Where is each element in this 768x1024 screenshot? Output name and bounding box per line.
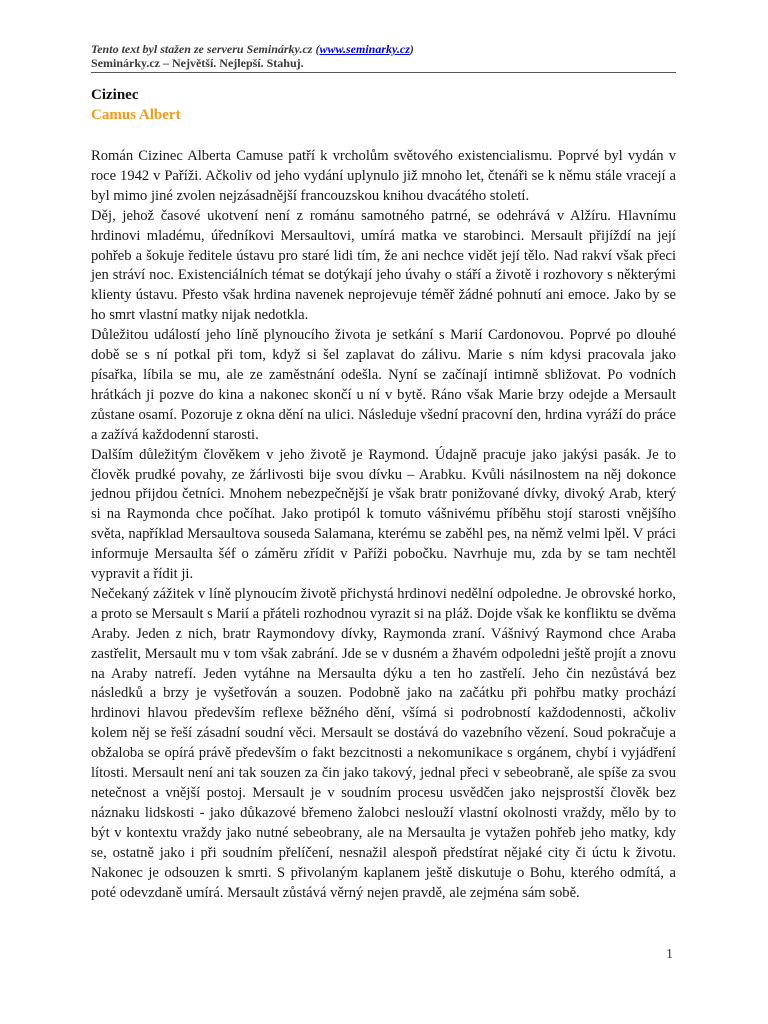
site-slogan: Seminárky.cz – Největší. Nejlepší. Stahuj. [91,56,304,70]
page-header [91,42,676,70]
document-author: Camus Albert [91,107,181,123]
document-body [91,147,676,903]
paragraph: Děj, jehož časové ukotvení není z románu samotného patrné, se odehrává v Alžíru. Hlavnímu hrdinovi mladému, úředníkovi Mersaultovi, umírá matka ve starobinci. Mersault přijíždí na její pohřeb a šokuje ředitele ústavu pro staré lidi tím, že ani nechce vidět její tělo. Nad rakví však přeci jen stráví noc. Existenciálních témat se dotýkají jeho úvahy o stáří a životě i rozhovory s některými klienty ústavu. Přesto však hrdina navenek neprojevuje téměř žádné pohnutí ani emoce. Jako by se ho smrt vlastní matky nijak nedotkla. [91,207,676,324]
seminarky-link[interactable]: www.seminarky.cz [319,42,410,56]
header-divider [91,72,676,73]
page-number: 1 [666,947,673,962]
paragraph: Nečekaný zážitek v líně plynoucím životě přichystá hrdinovi nedělní odpoledne. Je obrovské horko, a proto se Mersault s Marií a přáteli rozhodnou vyrazit si na pláž. Dojde však ke konfliktu se dvěma Araby. Jeden z nich, bratr Raymondovy dívky, Raymonda zraní. Vášnivý Raymond chce Araba zastřelit, Mersault mu v tom však zabrání. Jde se v dusném a žhavém odpoledni ještě projít a znovu na Araby natrefí. Jeden vytáhne na Mersaulta dýku a ten ho zastřelí. Jeho čin nezůstává bez následků a brzy je vyšetřován a souzen. Podobně jako na začátku při pohřbu matky prochází hrdinovi hlavou především reflexe běžného dění, všímá si podrobností každodennosti, ačkoliv kolem něj se řeší zásadní soudní věci. Mersault se dostává do vazebního vězení. Soud pokračuje a obžaloba se opírá právě především o fakt bezcitnosti a nekomunikace s orgánem, chybí i vyjádření lítosti. Mersault není ani tak souzen za čin jako takový, jednal přeci v sebeobraně, ale spíše za svou netečnost a vnější postoj. Mersault je v soudním procesu usvědčen jako nejsprostší člověk bez náznaku lidskosti - jako důkazové břemeno žalobci neslouží vlastní okolnosti vraždy, mělo by to být v kontextu vraždy jako nutné sebeobrany, ale na Mersaulta je vytažen pohřeb jeho matky, kdy se, ostatně jako i při soudním přelíčení, nesnažil alespoň předstírat nějaké city či úctu k životu. Nakonec je odsouzen k smrti. S přivolaným kaplanem ještě diskutuje o Bohu, kterého odmítá, a poté odevzdaně umírá. Mersault zůstává věrný nejen pravdě, ale zejména sám sobě. [91,585,676,901]
paragraph: Dalším důležitým člověkem v jeho životě je Raymond. Údajně pracuje jako jakýsi pasák. Je to člověk prudké povahy, ze žárlivosti bije svou dívku – Arabku. Kvůli násilnostem na něj dokonce jednou přijdou četníci. Mnohem nebezpečnější je však bratr ponižované dívky, divoký Arab, který si na Raymonda chce počíhat. Jako protipól k tomuto vášnivému příběhu stojí starosti vnějšího světa, například Mersaultova souseda Salamana, kterému se zaběhl pes, na němž velmi lpěl. V práci informuje Mersaulta šéf o záměru zřídit v Paříži pobočku. Navrhuje mu, zda by se tam nechtěl vypravit a řídit ji. [91,446,676,583]
paragraph: Důležitou událostí jeho líně plynoucího života je setkání s Marií Cardonovou. Poprvé po dlouhé době se s ní potkal při tom, když si šel zaplavat do zálivu. Marie s ním kdysi pracovala jako písařka, líbila se mu, ale ze zaměstnání odešla. Nyní se začínají intimně sbližovat. Po vodních hrátkách ji pozve do kina a nakonec skončí u ní v bytě. Ráno však Marie brzy odejde a Mersault zůstane osamí. Pozoruje z okna dění na ulici. Následuje všední pracovní den, hrdina vyráží do práce a zažívá každodenní starosti. [91,327,676,443]
source-notice-suffix: ) [409,42,414,56]
source-notice-prefix: Tento text byl stažen ze serveru Seminárky.cz ( [91,42,320,56]
document-title: Cizinec [91,87,139,103]
paragraph: Román Cizinec Alberta Camuse patří k vrcholům světového existencialismu. Poprvé byl vydán v roce 1942 v Paříži. Ačkoliv od jeho vydání uplynulo již mnoho let, čtenáři se k němu stále vracejí a byl mimo jiné zvolen nejzásadnější francouzskou knihou dvacátého století. [91,148,676,204]
source-notice [91,42,676,56]
